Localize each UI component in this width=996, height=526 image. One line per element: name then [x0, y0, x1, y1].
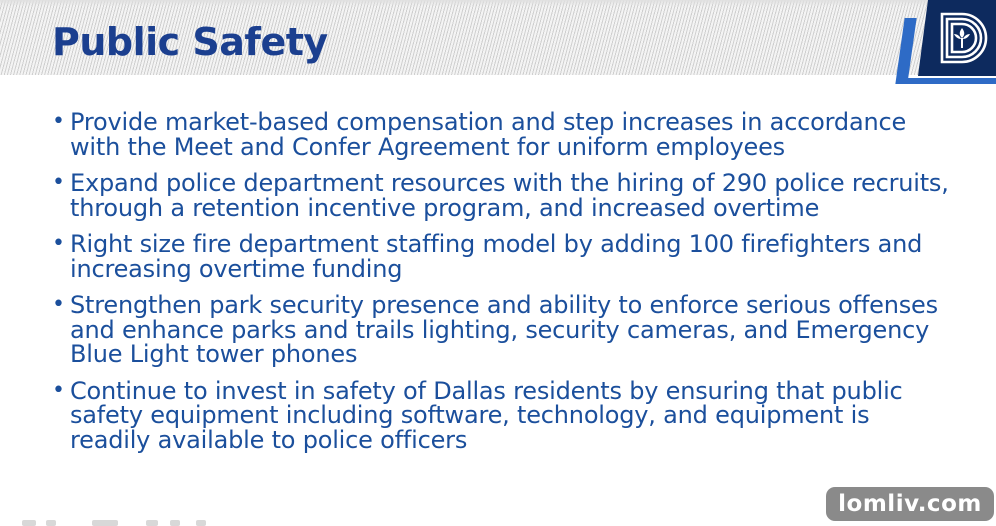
bullet-icon: • — [52, 170, 65, 195]
footer-toolbar-fragment — [0, 516, 300, 526]
bullet-item — [52, 232, 952, 281]
bullet-icon: • — [52, 109, 65, 134]
bullet-text: Strengthen park security presence and ability to enforce serious offenses and enhance parks and trails lighting, security cameras, and Emergency Blue Light tower phones — [70, 291, 938, 368]
bullet-icon: • — [52, 377, 65, 403]
bullet-item — [52, 110, 952, 159]
bullet-text: Right size fire department staffing model by adding 100 firefighters and increasing overtime funding — [70, 230, 923, 283]
bullet-icon: • — [52, 292, 65, 317]
bullet-item — [52, 171, 952, 220]
logo-accent-bottom — [904, 78, 996, 84]
dallas-d-logo-icon — [938, 10, 990, 66]
bullet-list — [52, 110, 952, 464]
bullet-item — [52, 376, 952, 454]
bullet-text: Continue to invest in safety of Dallas residents by ensuring that public safety equipment including software, technology, and equipment is readily available to police officers — [70, 376, 903, 454]
bullet-item — [52, 293, 952, 367]
watermark-badge: lomliv.com — [826, 487, 994, 521]
bullet-text: Provide market-based compensation and step increases in accordance with the Meet and Confer Agreement for uniform employees — [70, 108, 907, 161]
bullet-text: Expand police department resources with the hiring of 290 police recruits, through a retention incentive program, and increased overtime — [70, 169, 949, 222]
slide-title: Public Safety — [52, 20, 328, 64]
bullet-icon: • — [52, 231, 65, 256]
